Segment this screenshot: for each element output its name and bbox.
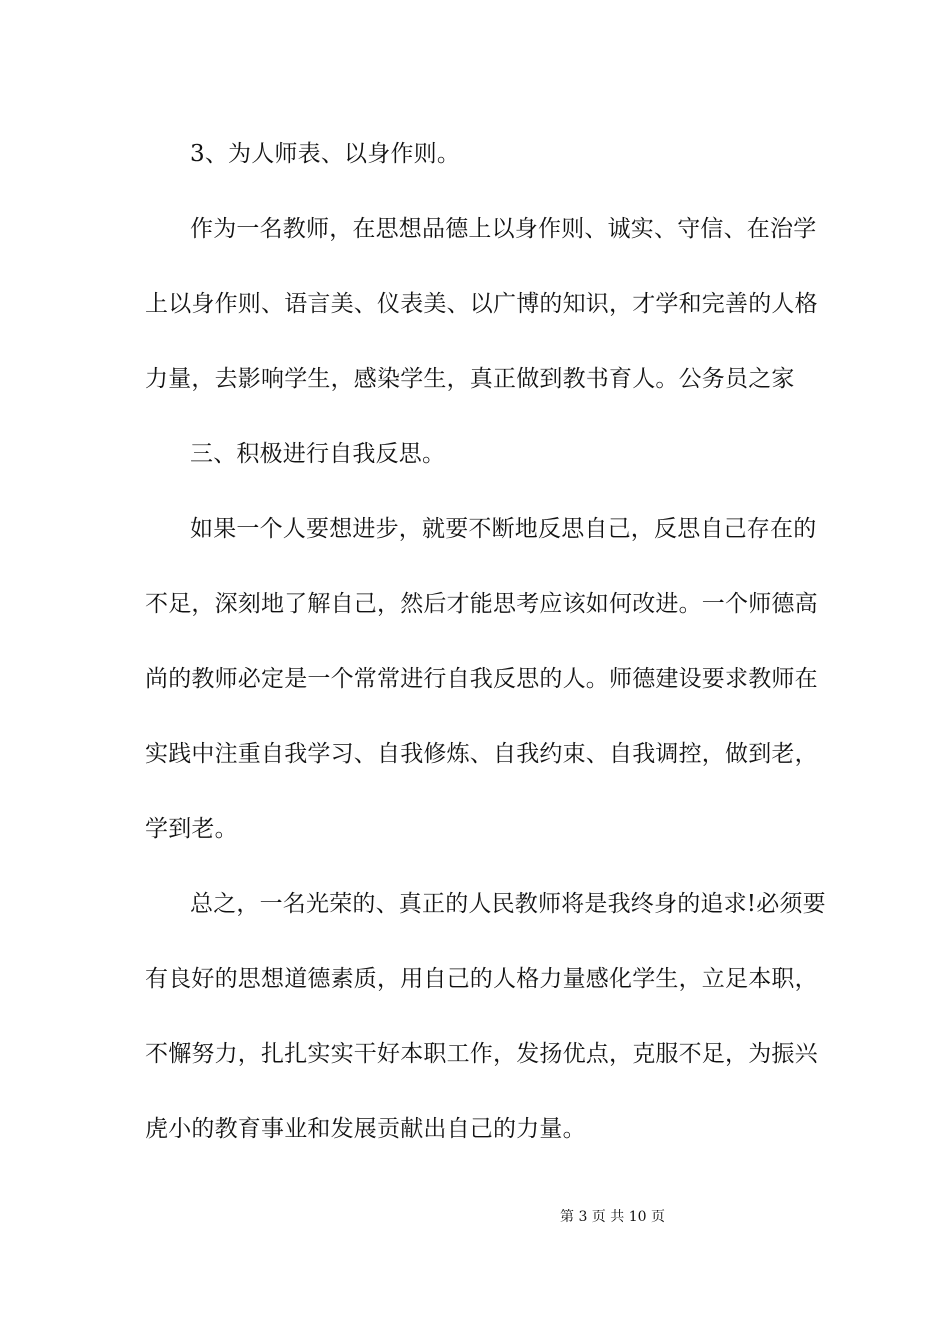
paragraph-line: 不足，深刻地了解自己，然后才能思考应该如何改进。一个师德高 xyxy=(145,591,818,617)
paragraph-line: 有良好的思想道德素质，用自己的人格力量感化学生，立足本职， xyxy=(145,966,818,992)
paragraph-line: 上以身作则、语言美、仪表美、以广博的知识，才学和完善的人格 xyxy=(145,291,818,317)
paragraph-line: 不懈努力，扎扎实实干好本职工作，发扬优点，克服不足，为振兴 xyxy=(145,1041,818,1067)
paragraph-line: 尚的教师必定是一个常常进行自我反思的人。师德建设要求教师在 xyxy=(145,666,818,692)
paragraph-line: 力量，去影响学生，感染学生，真正做到教书育人。公务员之家 xyxy=(145,366,795,392)
paragraph-line: 作为一名教师，在思想品德上以身作则、诚实、守信、在治学 xyxy=(190,216,817,242)
section-heading-3: 3、为人师表、以身作则。 xyxy=(190,141,461,167)
paragraph-line: 学到老。 xyxy=(145,816,238,842)
paragraph-line: 实践中注重自我学习、自我修炼、自我约束、自我调控，做到老， xyxy=(145,741,818,767)
page-number-footer: 第 3 页 共 10 页 xyxy=(560,1209,665,1225)
paragraph-line: 虎小的教育事业和发展贡献出自己的力量。 xyxy=(145,1116,586,1142)
paragraph-line: 如果一个人要想进步，就要不断地反思自己，反思自己存在的 xyxy=(190,516,817,542)
section-heading-three: 三、积极进行自我反思。 xyxy=(190,441,446,467)
paragraph-line: 总之，一名光荣的、真正的人民教师将是我终身的追求!必须要 xyxy=(190,891,826,917)
